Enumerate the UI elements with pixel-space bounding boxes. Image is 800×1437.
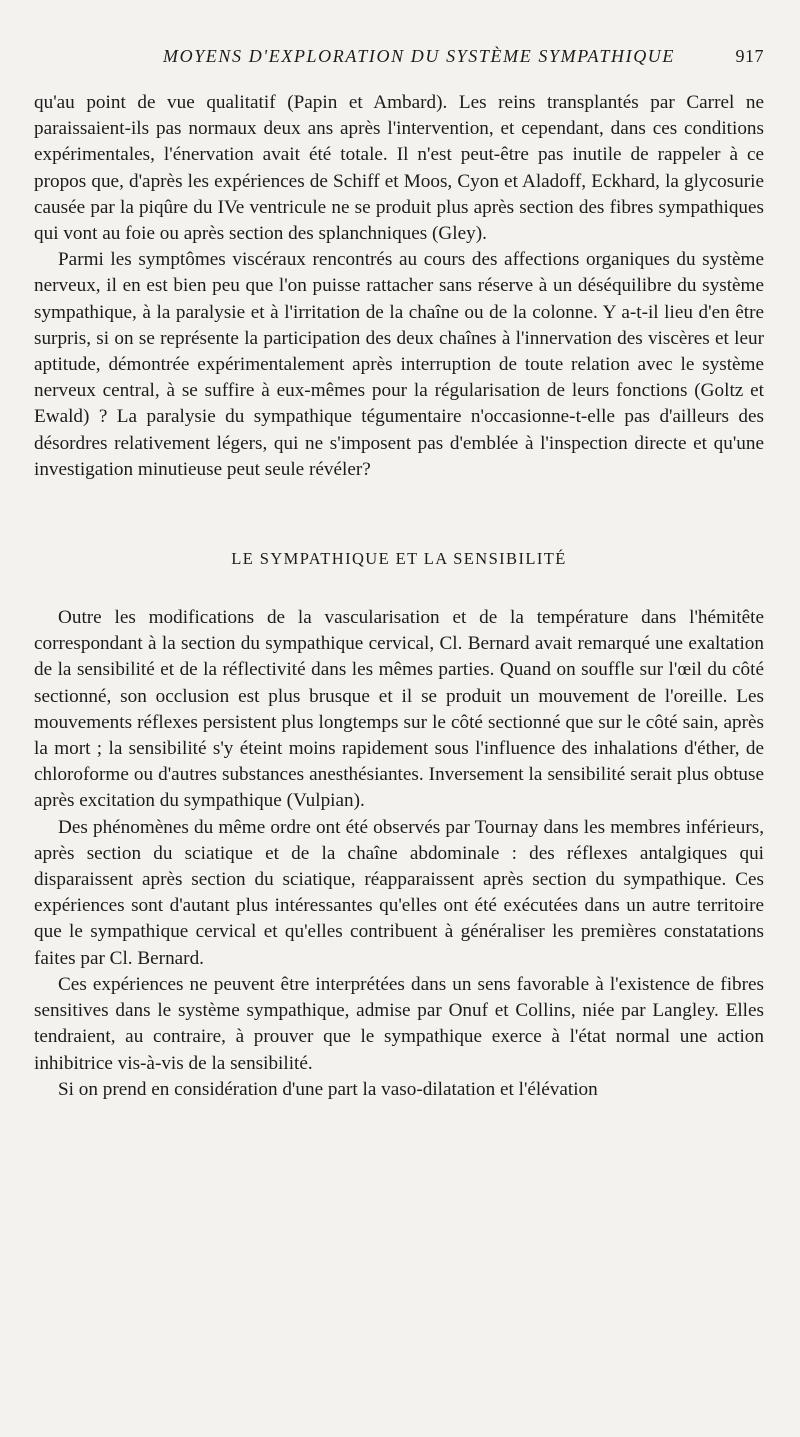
page-number: 917 <box>735 46 764 66</box>
paragraph: Parmi les symptômes viscéraux rencontrés au cours des affections organiques du système nerveux, il en est bien peu que l'on puisse rattacher sans réserve à un déséquilibre du système sympathique, à la paralysie et à l'irritation de la chaîne ou de la colonne. Y a-t-il lieu d'en être surpris, si on se représente la participation des deux chaînes à l'innervation des viscères et leur aptitude, démontrée expérimentalement après interruption de toute relation avec le système nerveux central, à se suffire à eux-mêmes pour la régularisation de leurs fonctions (Goltz et Ewald) ? La paralysie du sympathique tégumentaire n'occasionne-t-elle pas d'ailleurs des désordres relativement légers, qui ne s'imposent pas d'emblée à l'inspection directe et qu'une investigation minutieuse peut seule révéler? <box>34 249 764 480</box>
paragraph-continued: qu'au point de vue qualitatif (Papin et Ambard). Les reins transplantés par Carrel ne paraissaient-ils pas normaux deux ans après l'intervention, et cependant, dans ces conditions expérimentales, l'énervation avait été totale. Il n'est peut-être pas inutile de rappeler à ce propos que, d'après les expériences de Schiff et Moos, Cyon et Aladoff, Eckhard, la glycosurie causée par la piqûre du IVe ventricule ne se produit plus après section des fibres sympathiques qui vont au foie ou après section des splanchniques (Gley). <box>34 92 764 245</box>
paragraph: Ces expériences ne peuvent être interprétées dans un sens favorable à l'existence de fibres sensitives dans le système sympathique, admise par Onuf et Collins, niée par Langley. Elles tendraient, au contraire, à prouver que le sympathique exerce à l'état normal une action inhibitrice vis-à-vis de la sensibilité. <box>34 973 764 1074</box>
section-heading: LE SYMPATHIQUE ET LA SENSIBILITÉ <box>231 549 567 569</box>
running-title: MOYENS D'EXPLORATION DU SYSTÈME SYMPATHIQUE <box>163 46 675 66</box>
paragraph: Outre les modifications de la vascularisation et de la température dans l'hémitête correspondant à la section du sympathique cervical, Cl. Bernard avait remarqué une exaltation de la sensibilité et de la réflectivité dans les mêmes parties. Quand on souffle sur l'œil du côté sectionné, son occlusion est plus brusque et il se produit un mouvement de l'oreille. Les mouvements réflexes persistent plus longtemps sur le côté sectionné que sur le côté sain, après la mort ; la sensibilité s'y éteint moins rapidement sous l'influence des inhalations d'éther, de chloroforme ou d'autres substances anesthésiantes. Inversement la sensibilité serait plus obtuse après excitation du sympathique (Vulpian). <box>34 607 764 812</box>
paragraph-final-line: Si on prend en considération d'une part la vaso-dilatation et l'élévation <box>58 1078 598 1100</box>
paragraph: Des phénomènes du même ordre ont été observés par Tournay dans les membres inférieurs, après section du sciatique et de la chaîne abdominale : des réflexes antalgiques qui disparaissent après section du sciatique, réapparaissent après section du sympathique. Ces expériences sont d'autant plus intéressantes qu'elles ont été exécutées dans un autre territoire que le sympathique cervical et qu'elles contribuent à généraliser les premières constatations faites par Cl. Bernard. <box>34 816 764 969</box>
running-header <box>34 46 764 76</box>
